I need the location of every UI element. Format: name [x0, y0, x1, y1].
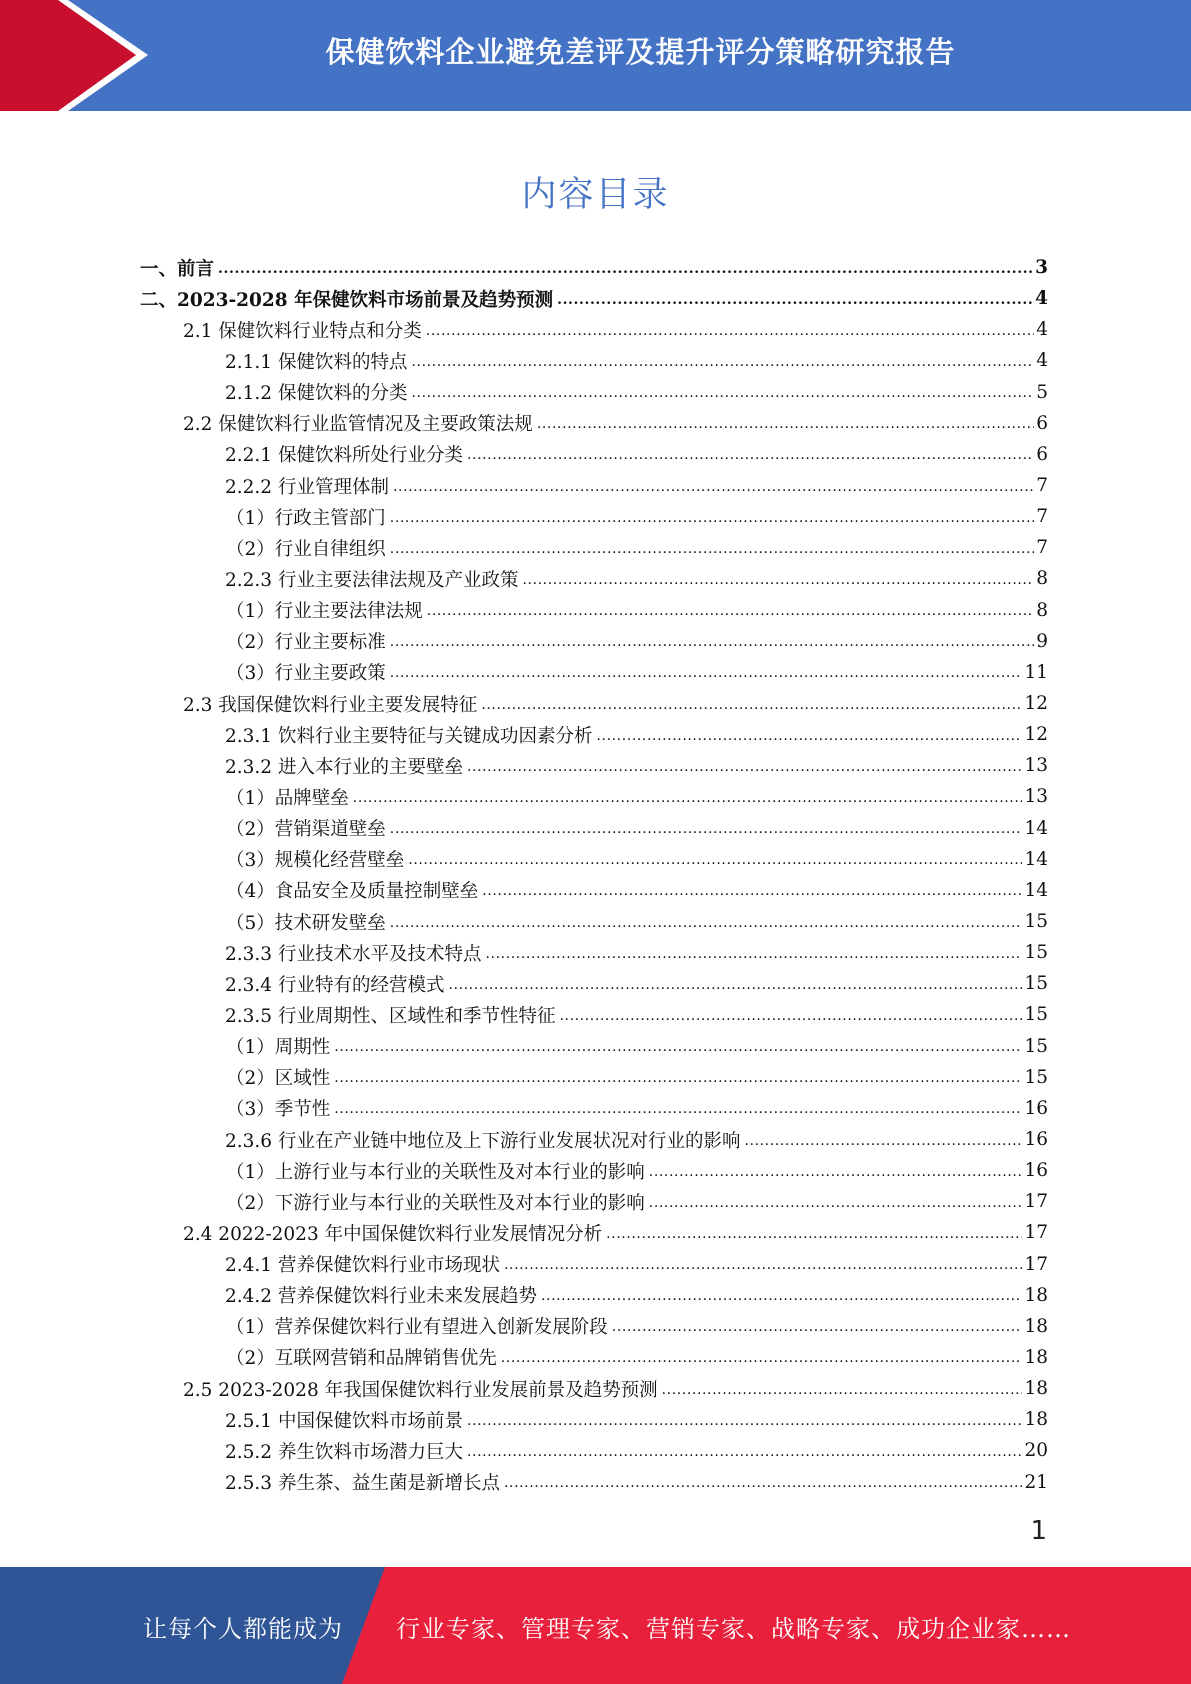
toc-entry-page: 18	[1024, 1315, 1048, 1337]
dot-leader	[427, 599, 1034, 621]
dot-leader	[426, 319, 1034, 341]
toc-entry[interactable]	[140, 937, 1048, 968]
toc-entry-label: （5）技术研发壁垒	[226, 912, 386, 934]
toc-entry-page: 15	[1024, 942, 1048, 964]
toc-entry-page: 7	[1036, 475, 1048, 497]
toc-entry-label: （1）营养保健饮料行业有望进入创新发展阶段	[226, 1317, 608, 1339]
toc-entry-page: 6	[1036, 443, 1048, 465]
toc-entry-label: 2.3.5 行业周期性、区域性和季节性特征	[225, 1005, 556, 1027]
toc-entry-label: （2）下游行业与本行业的关联性及对本行业的影响	[226, 1192, 645, 1214]
toc-entry-page: 4	[1036, 350, 1048, 372]
dot-leader	[448, 973, 1022, 995]
dot-leader	[559, 1004, 1022, 1026]
dot-leader	[467, 1440, 1022, 1462]
toc-entry-page: 18	[1024, 1378, 1048, 1400]
dot-leader	[334, 1035, 1022, 1057]
dot-leader	[744, 1129, 1022, 1151]
dot-leader	[411, 381, 1034, 403]
toc-entry-label: 2.4.2 营养保健饮料行业未来发展趋势	[225, 1286, 537, 1308]
toc-entry[interactable]	[140, 1155, 1048, 1186]
toc-entry-page: 14	[1024, 848, 1048, 870]
toc-entry[interactable]	[140, 1280, 1048, 1311]
toc-entry[interactable]	[140, 688, 1048, 719]
toc-entry-label: 2.1 保健饮料行业特点和分类	[183, 320, 422, 342]
toc-entry-label: （1）品牌壁垒	[226, 787, 349, 809]
toc-entry[interactable]	[140, 1217, 1048, 1248]
dot-leader	[353, 786, 1023, 808]
dot-leader	[662, 1378, 1023, 1400]
dot-leader	[606, 1222, 1022, 1244]
toc-entry-label: 2.2.1 保健饮料所处行业分类	[225, 445, 463, 467]
toc-entry[interactable]	[140, 377, 1048, 408]
toc-entry-page: 6	[1036, 412, 1048, 434]
toc-entry-page: 17	[1024, 1191, 1048, 1213]
toc-entry[interactable]	[140, 1435, 1048, 1466]
report-title: 保健饮料企业避免差评及提升评分策略研究报告	[325, 35, 956, 69]
footer-banner	[0, 1567, 1191, 1684]
dot-leader	[504, 1471, 1022, 1493]
toc-entry[interactable]	[140, 595, 1048, 626]
toc-entry-label: 2.2 保健饮料行业监管情况及主要政策法规	[183, 414, 533, 436]
toc-entry[interactable]	[140, 1249, 1048, 1280]
toc-entry[interactable]	[140, 1373, 1048, 1404]
toc-entry[interactable]	[140, 750, 1048, 781]
toc-entry[interactable]	[140, 781, 1048, 812]
toc-entry[interactable]	[140, 563, 1048, 594]
toc-entry-page: 18	[1024, 1409, 1048, 1431]
toc-heading: 内容目录	[521, 175, 670, 215]
toc-entry-label: 2.4 2022-2023 年中国保健饮料行业发展情况分析	[183, 1223, 603, 1245]
toc-entry-page: 16	[1024, 1160, 1048, 1182]
toc-entry-label: （2）行业自律组织	[226, 538, 386, 560]
toc-entry-page: 8	[1036, 568, 1048, 590]
toc-entry-label: 2.3.6 行业在产业链中地位及上下游行业发展状况对行业的影响	[225, 1130, 741, 1152]
toc-entry-label: 2.2.2 行业管理体制	[225, 476, 389, 498]
dot-leader	[537, 412, 1034, 434]
toc-entry-page: 15	[1024, 973, 1048, 995]
toc-entry-label: （1）行业主要法律法规	[226, 601, 423, 623]
dot-leader	[393, 475, 1034, 497]
toc-entry-page: 17	[1024, 1222, 1048, 1244]
dot-leader	[390, 911, 1023, 933]
toc-entry-page: 18	[1024, 1346, 1048, 1368]
toc-entry-page: 15	[1024, 1066, 1048, 1088]
toc-entry-label: （2）互联网营销和品牌销售优先	[226, 1348, 497, 1370]
report-header-banner	[0, 0, 1191, 111]
toc-entry-label: （3）季节性	[226, 1099, 331, 1121]
toc-entry[interactable]	[140, 1031, 1048, 1062]
toc-entry[interactable]	[140, 813, 1048, 844]
dot-leader	[390, 630, 1034, 652]
footer-slogan-right: 行业专家、管理专家、营销专家、战略专家、成功企业家……	[396, 1615, 1071, 1643]
dot-leader	[485, 942, 1022, 964]
toc-entry-label: 2.1.2 保健饮料的分类	[225, 383, 408, 405]
toc-entry[interactable]	[140, 1062, 1048, 1093]
toc-entry-page: 14	[1024, 879, 1048, 901]
dot-leader	[522, 568, 1034, 590]
toc-entry[interactable]	[140, 1342, 1048, 1373]
toc-entry-label: 二、2023-2028 年保健饮料市场前景及趋势预测	[140, 289, 554, 311]
toc-entry[interactable]	[140, 1093, 1048, 1124]
toc-entry-page: 20	[1024, 1440, 1048, 1462]
toc-entry-page: 8	[1036, 599, 1048, 621]
table-of-contents	[140, 252, 1048, 1498]
toc-entry-label: 2.2.3 行业主要法律法规及产业政策	[225, 569, 519, 591]
toc-entry[interactable]	[140, 1124, 1048, 1155]
dot-leader	[467, 755, 1022, 777]
toc-entry-label: （2）行业主要标准	[226, 632, 386, 654]
toc-entry-label: （3）规模化经营壁垒	[226, 850, 405, 872]
dot-leader	[649, 1191, 1023, 1213]
dot-leader	[504, 1253, 1022, 1275]
toc-entry-label: 2.3.4 行业特有的经营模式	[225, 974, 445, 996]
toc-entry-page: 11	[1024, 661, 1048, 683]
toc-entry-page: 3	[1035, 257, 1048, 279]
toc-entry-page: 14	[1024, 817, 1048, 839]
toc-entry-page: 18	[1024, 1284, 1048, 1306]
dot-leader	[411, 350, 1034, 372]
dot-leader	[467, 1409, 1022, 1431]
toc-entry[interactable]	[140, 470, 1048, 501]
toc-entry[interactable]	[140, 1466, 1048, 1497]
toc-entry-label: （1）行政主管部门	[226, 507, 386, 529]
dot-leader	[334, 1097, 1022, 1119]
page-number: 1	[1030, 1516, 1047, 1546]
dot-leader	[390, 817, 1023, 839]
toc-entry[interactable]	[140, 968, 1048, 999]
toc-entry-label: （3）行业主要政策	[226, 663, 386, 685]
toc-entry-page: 16	[1024, 1129, 1048, 1150]
toc-entry-label: 2.3.1 饮料行业主要特征与关键成功因素分析	[225, 725, 593, 747]
toc-entry[interactable]	[140, 501, 1048, 532]
toc-entry-label: 2.5 2023-2028 年我国保健饮料行业发展前景及趋势预测	[183, 1379, 658, 1401]
dot-leader	[541, 1284, 1022, 1306]
toc-entry[interactable]	[140, 408, 1048, 439]
toc-entry[interactable]	[140, 439, 1048, 470]
dot-leader	[557, 288, 1033, 310]
dot-leader	[649, 1160, 1023, 1182]
toc-entry[interactable]	[140, 906, 1048, 937]
toc-entry[interactable]	[140, 626, 1048, 657]
toc-entry-page: 7	[1036, 506, 1048, 528]
toc-entry-label: 2.3.3 行业技术水平及技术特点	[225, 943, 482, 965]
toc-entry-page: 5	[1036, 381, 1048, 403]
toc-entry-page: 12	[1024, 693, 1048, 715]
toc-entry[interactable]	[140, 719, 1048, 750]
toc-entry-label: （1）周期性	[226, 1037, 331, 1059]
toc-entry-page: 17	[1024, 1253, 1048, 1275]
toc-entry-page: 15	[1024, 1004, 1048, 1026]
dot-leader	[390, 661, 1023, 683]
toc-entry[interactable]	[140, 532, 1048, 563]
toc-entry-label: （4）食品安全及质量控制壁垒	[226, 881, 479, 903]
toc-entry-label: 2.1.1 保健饮料的特点	[225, 351, 408, 373]
toc-entry[interactable]	[140, 283, 1048, 314]
dot-leader	[501, 1346, 1023, 1368]
toc-entry-page: 12	[1024, 724, 1048, 746]
toc-entry-page: 15	[1024, 911, 1048, 933]
toc-entry[interactable]	[140, 252, 1048, 283]
toc-entry-page: 13	[1024, 755, 1048, 777]
toc-entry-label: 2.5.1 中国保健饮料市场前景	[225, 1410, 463, 1432]
toc-entry-label: 2.3 我国保健饮料行业主要发展特征	[183, 694, 478, 716]
toc-entry[interactable]	[140, 1404, 1048, 1435]
toc-entry-label: 2.4.1 营养保健饮料行业市场现状	[225, 1255, 500, 1277]
toc-entry[interactable]	[140, 1186, 1048, 1217]
toc-entry[interactable]	[140, 314, 1048, 345]
toc-entry[interactable]	[140, 999, 1048, 1030]
toc-entry-page: 7	[1036, 537, 1048, 559]
toc-entry-page: 4	[1035, 288, 1048, 310]
dot-leader	[481, 693, 1022, 715]
toc-entry-label: （2）区域性	[226, 1068, 331, 1090]
dot-leader	[596, 724, 1022, 746]
toc-entry[interactable]	[140, 844, 1048, 875]
chevron-arrow-icon	[0, 0, 150, 111]
dot-leader	[334, 1066, 1022, 1088]
toc-entry-page: 16	[1024, 1097, 1048, 1119]
dot-leader	[218, 257, 1033, 279]
toc-entry-label: 2.5.3 养生茶、益生菌是新增长点	[225, 1473, 500, 1495]
toc-entry[interactable]	[140, 345, 1048, 376]
dot-leader	[482, 879, 1022, 901]
toc-entry[interactable]	[140, 1311, 1048, 1342]
toc-entry-page: 9	[1036, 630, 1048, 652]
toc-entry-label: （2）营销渠道壁垒	[226, 819, 386, 841]
toc-entry[interactable]	[140, 875, 1048, 906]
toc-entry-page: 15	[1024, 1035, 1048, 1057]
toc-entry[interactable]	[140, 657, 1048, 688]
dot-leader	[390, 506, 1034, 528]
toc-entry-label: （1）上游行业与本行业的关联性及对本行业的影响	[226, 1161, 645, 1183]
footer-slogan-left: 让每个人都能成为	[143, 1615, 343, 1643]
dot-leader	[612, 1315, 1023, 1337]
dot-leader	[467, 443, 1034, 465]
toc-entry-page: 21	[1024, 1471, 1048, 1493]
toc-entry-page: 4	[1036, 319, 1048, 341]
toc-entry-label: 一、前言	[140, 258, 215, 280]
dot-leader	[390, 537, 1034, 559]
dot-leader	[408, 848, 1022, 870]
toc-entry-label: 2.3.2 进入本行业的主要壁垒	[225, 756, 463, 778]
toc-entry-label: 2.5.2 养生饮料市场潜力巨大	[225, 1441, 463, 1463]
toc-entry-page: 13	[1024, 786, 1048, 808]
